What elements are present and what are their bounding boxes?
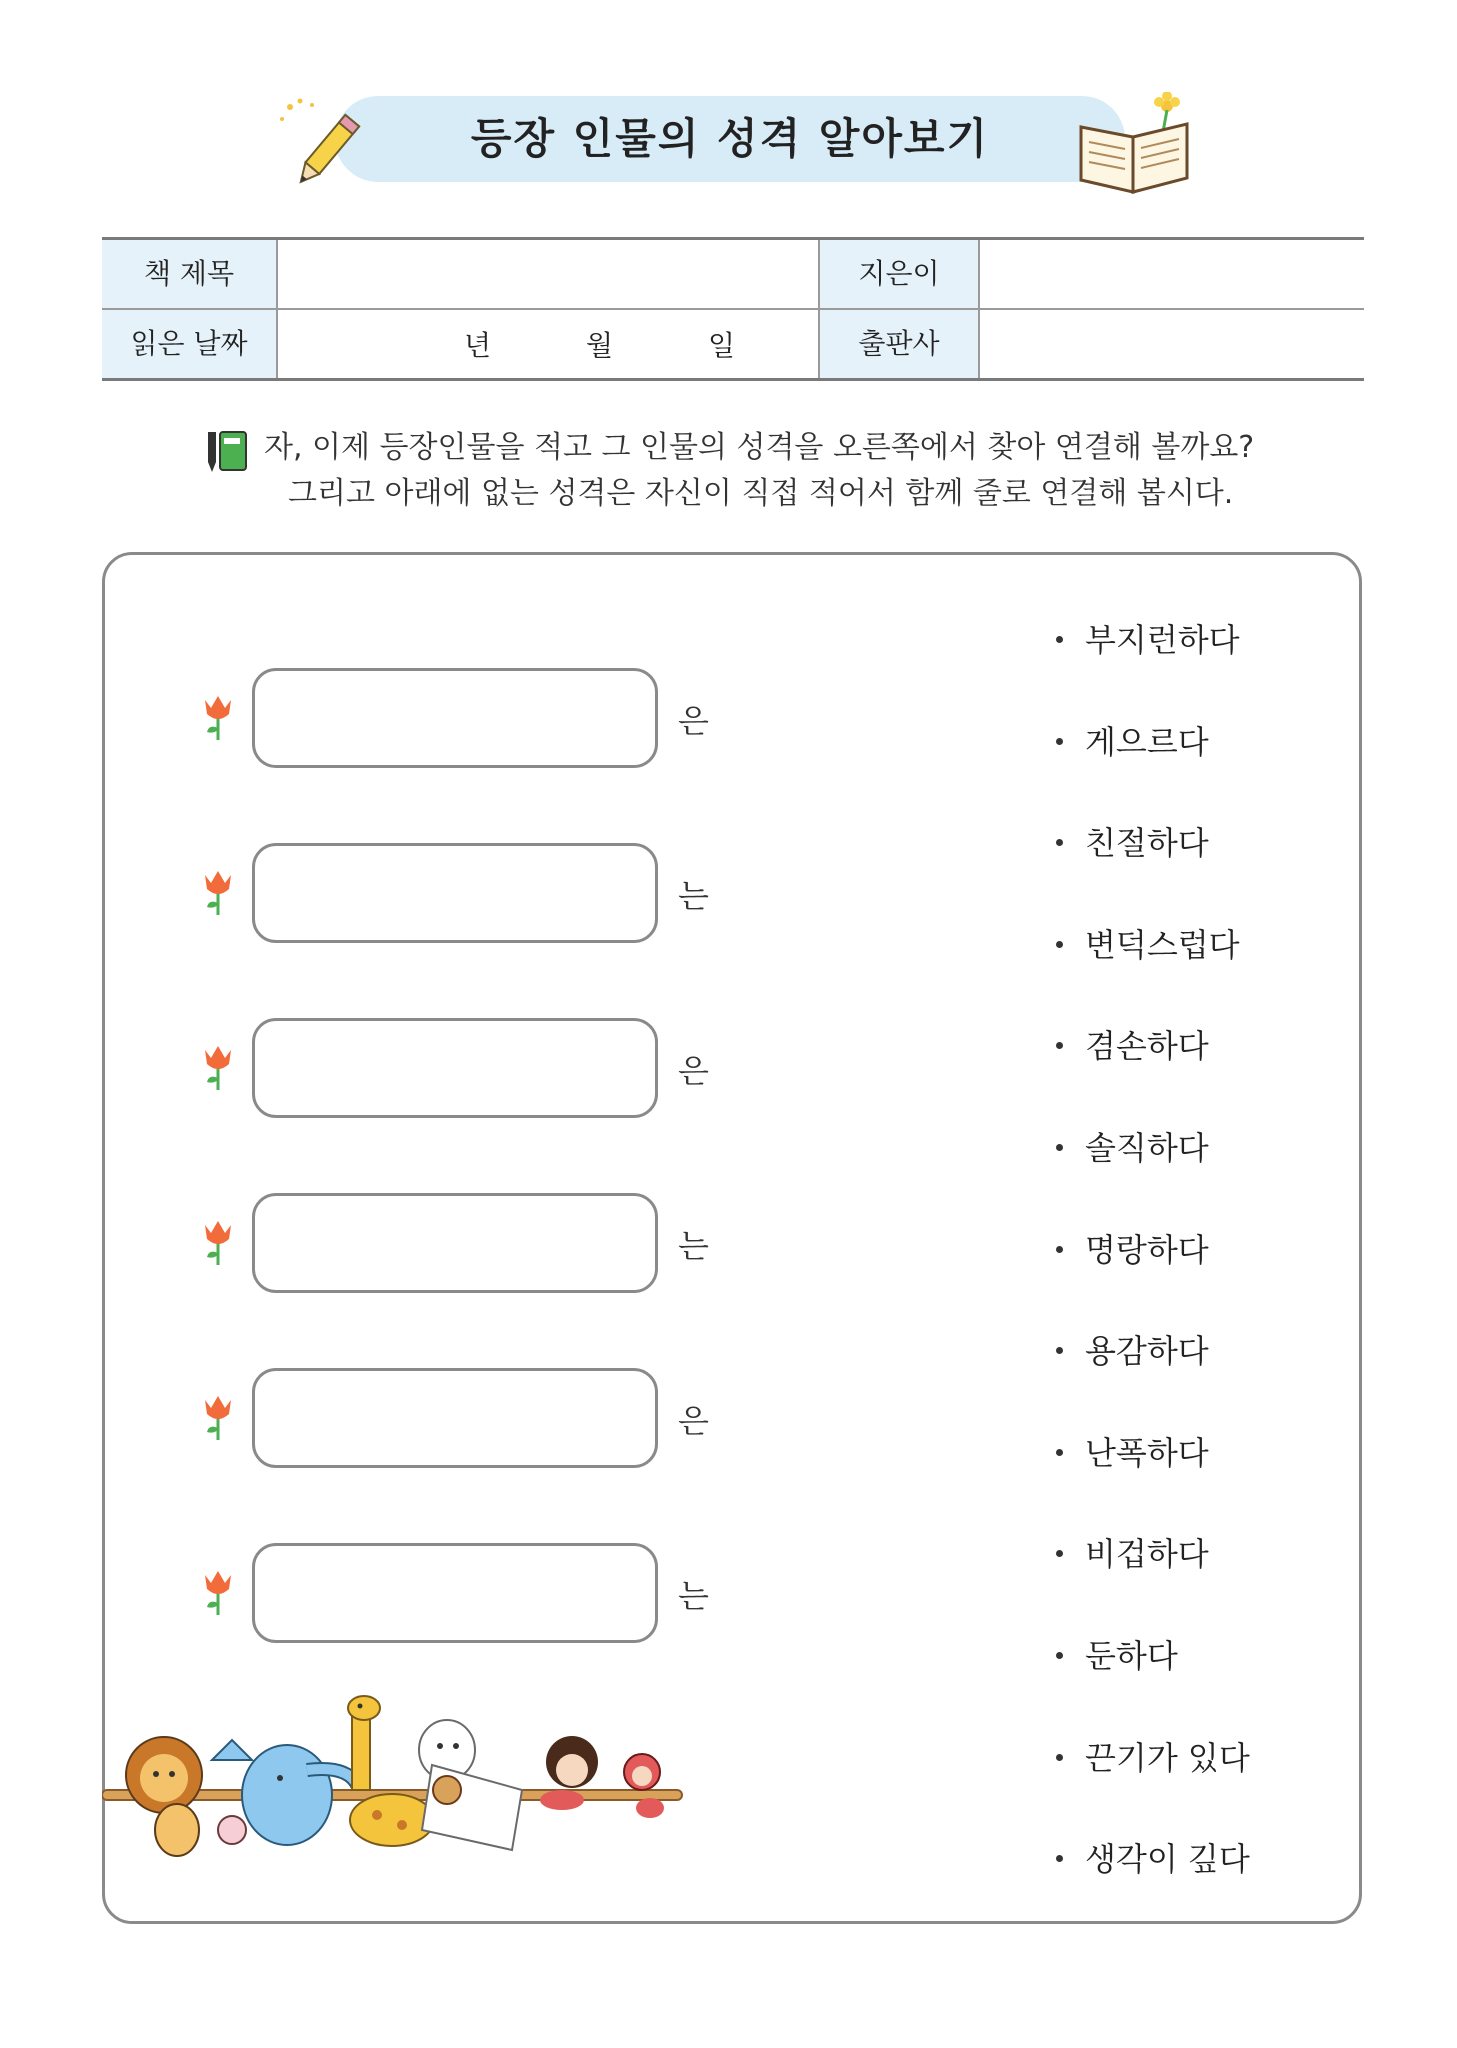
read-date-label: 읽은 날짜 xyxy=(102,310,276,378)
character-name-box[interactable] xyxy=(252,843,658,943)
character-particle: 은 xyxy=(678,1402,709,1440)
bullet-dot[interactable] xyxy=(1056,1855,1063,1862)
trait-item xyxy=(1056,618,1240,662)
animals-on-rope-illustration xyxy=(102,1690,692,1875)
bullet-dot[interactable] xyxy=(1056,1449,1063,1456)
month-unit: 월 xyxy=(586,329,614,362)
trait-label: 친절하다 xyxy=(1085,824,1209,862)
trait-label: 용감하다 xyxy=(1085,1332,1209,1370)
trait-label: 겸손하다 xyxy=(1085,1027,1209,1065)
trait-label: 게으르다 xyxy=(1085,723,1209,761)
tulip-icon xyxy=(201,1569,235,1617)
trait-label: 둔하다 xyxy=(1085,1637,1178,1675)
instruction-line-1: 자, 이제 등장인물을 적고 그 인물의 성격을 오른쪽에서 찾아 연결해 볼까요? xyxy=(264,430,1255,465)
character-particle: 은 xyxy=(678,702,709,740)
trait-label: 부지런하다 xyxy=(1085,621,1240,659)
bullet-dot[interactable] xyxy=(1056,1754,1063,1761)
day-unit: 일 xyxy=(708,329,736,362)
bullet-dot[interactable] xyxy=(1056,1550,1063,1557)
page-title: 등장 인물의 성격 알아보기 xyxy=(470,114,990,163)
bullet-dot[interactable] xyxy=(1056,1347,1063,1354)
bullet-dot[interactable] xyxy=(1056,1042,1063,1049)
tulip-icon xyxy=(201,1219,235,1267)
table-col-divider xyxy=(818,240,820,378)
table-col-divider xyxy=(276,240,278,378)
character-name-box[interactable] xyxy=(252,1018,658,1118)
character-particle: 는 xyxy=(678,1577,709,1615)
notebook-pencil-icon xyxy=(206,428,248,474)
trait-item xyxy=(1056,1228,1209,1272)
author-field[interactable] xyxy=(980,240,1364,308)
publisher-field[interactable] xyxy=(980,310,1364,378)
trait-label: 생각이 깊다 xyxy=(1085,1840,1250,1878)
trait-item xyxy=(1056,923,1240,967)
trait-item xyxy=(1056,1126,1209,1170)
trait-item xyxy=(1056,1024,1209,1068)
trait-item xyxy=(1056,1532,1209,1576)
character-particle: 는 xyxy=(678,877,709,915)
trait-item xyxy=(1056,1431,1209,1475)
trait-label: 변덕스럽다 xyxy=(1085,926,1240,964)
read-date-field[interactable] xyxy=(278,310,818,378)
trait-item xyxy=(1056,1634,1178,1678)
bullet-dot[interactable] xyxy=(1056,738,1063,745)
trait-item xyxy=(1056,1329,1209,1373)
tulip-icon xyxy=(201,694,235,742)
character-name-box[interactable] xyxy=(252,1193,658,1293)
character-particle: 는 xyxy=(678,1227,709,1265)
tulip-icon xyxy=(201,1044,235,1092)
character-name-box[interactable] xyxy=(252,1368,658,1468)
bullet-dot[interactable] xyxy=(1056,941,1063,948)
trait-item xyxy=(1056,1736,1250,1780)
trait-label: 난폭하다 xyxy=(1085,1434,1209,1472)
tulip-icon xyxy=(201,1394,235,1442)
instruction-line-2: 그리고 아래에 없는 성격은 자신이 직접 적어서 함께 줄로 연결해 봅시다. xyxy=(288,476,1234,511)
tulip-icon xyxy=(201,869,235,917)
trait-label: 명랑하다 xyxy=(1085,1231,1209,1269)
bullet-dot[interactable] xyxy=(1056,839,1063,846)
bullet-dot[interactable] xyxy=(1056,1246,1063,1253)
table-col-divider xyxy=(978,240,980,378)
book-title-field[interactable] xyxy=(278,240,818,308)
trait-label: 솔직하다 xyxy=(1085,1129,1209,1167)
bullet-dot[interactable] xyxy=(1056,1652,1063,1659)
trait-item xyxy=(1056,821,1209,865)
author-label: 지은이 xyxy=(820,240,978,308)
trait-item xyxy=(1056,720,1209,764)
year-unit: 년 xyxy=(464,329,492,362)
character-particle: 은 xyxy=(678,1052,709,1090)
character-name-box[interactable] xyxy=(252,1543,658,1643)
bullet-dot[interactable] xyxy=(1056,1144,1063,1151)
trait-label: 비겁하다 xyxy=(1085,1535,1209,1573)
trait-label: 끈기가 있다 xyxy=(1085,1739,1250,1777)
book-title-label: 책 제목 xyxy=(102,240,276,308)
trait-item xyxy=(1056,1837,1250,1881)
character-name-box[interactable] xyxy=(252,668,658,768)
bullet-dot[interactable] xyxy=(1056,636,1063,643)
publisher-label: 출판사 xyxy=(820,310,978,378)
